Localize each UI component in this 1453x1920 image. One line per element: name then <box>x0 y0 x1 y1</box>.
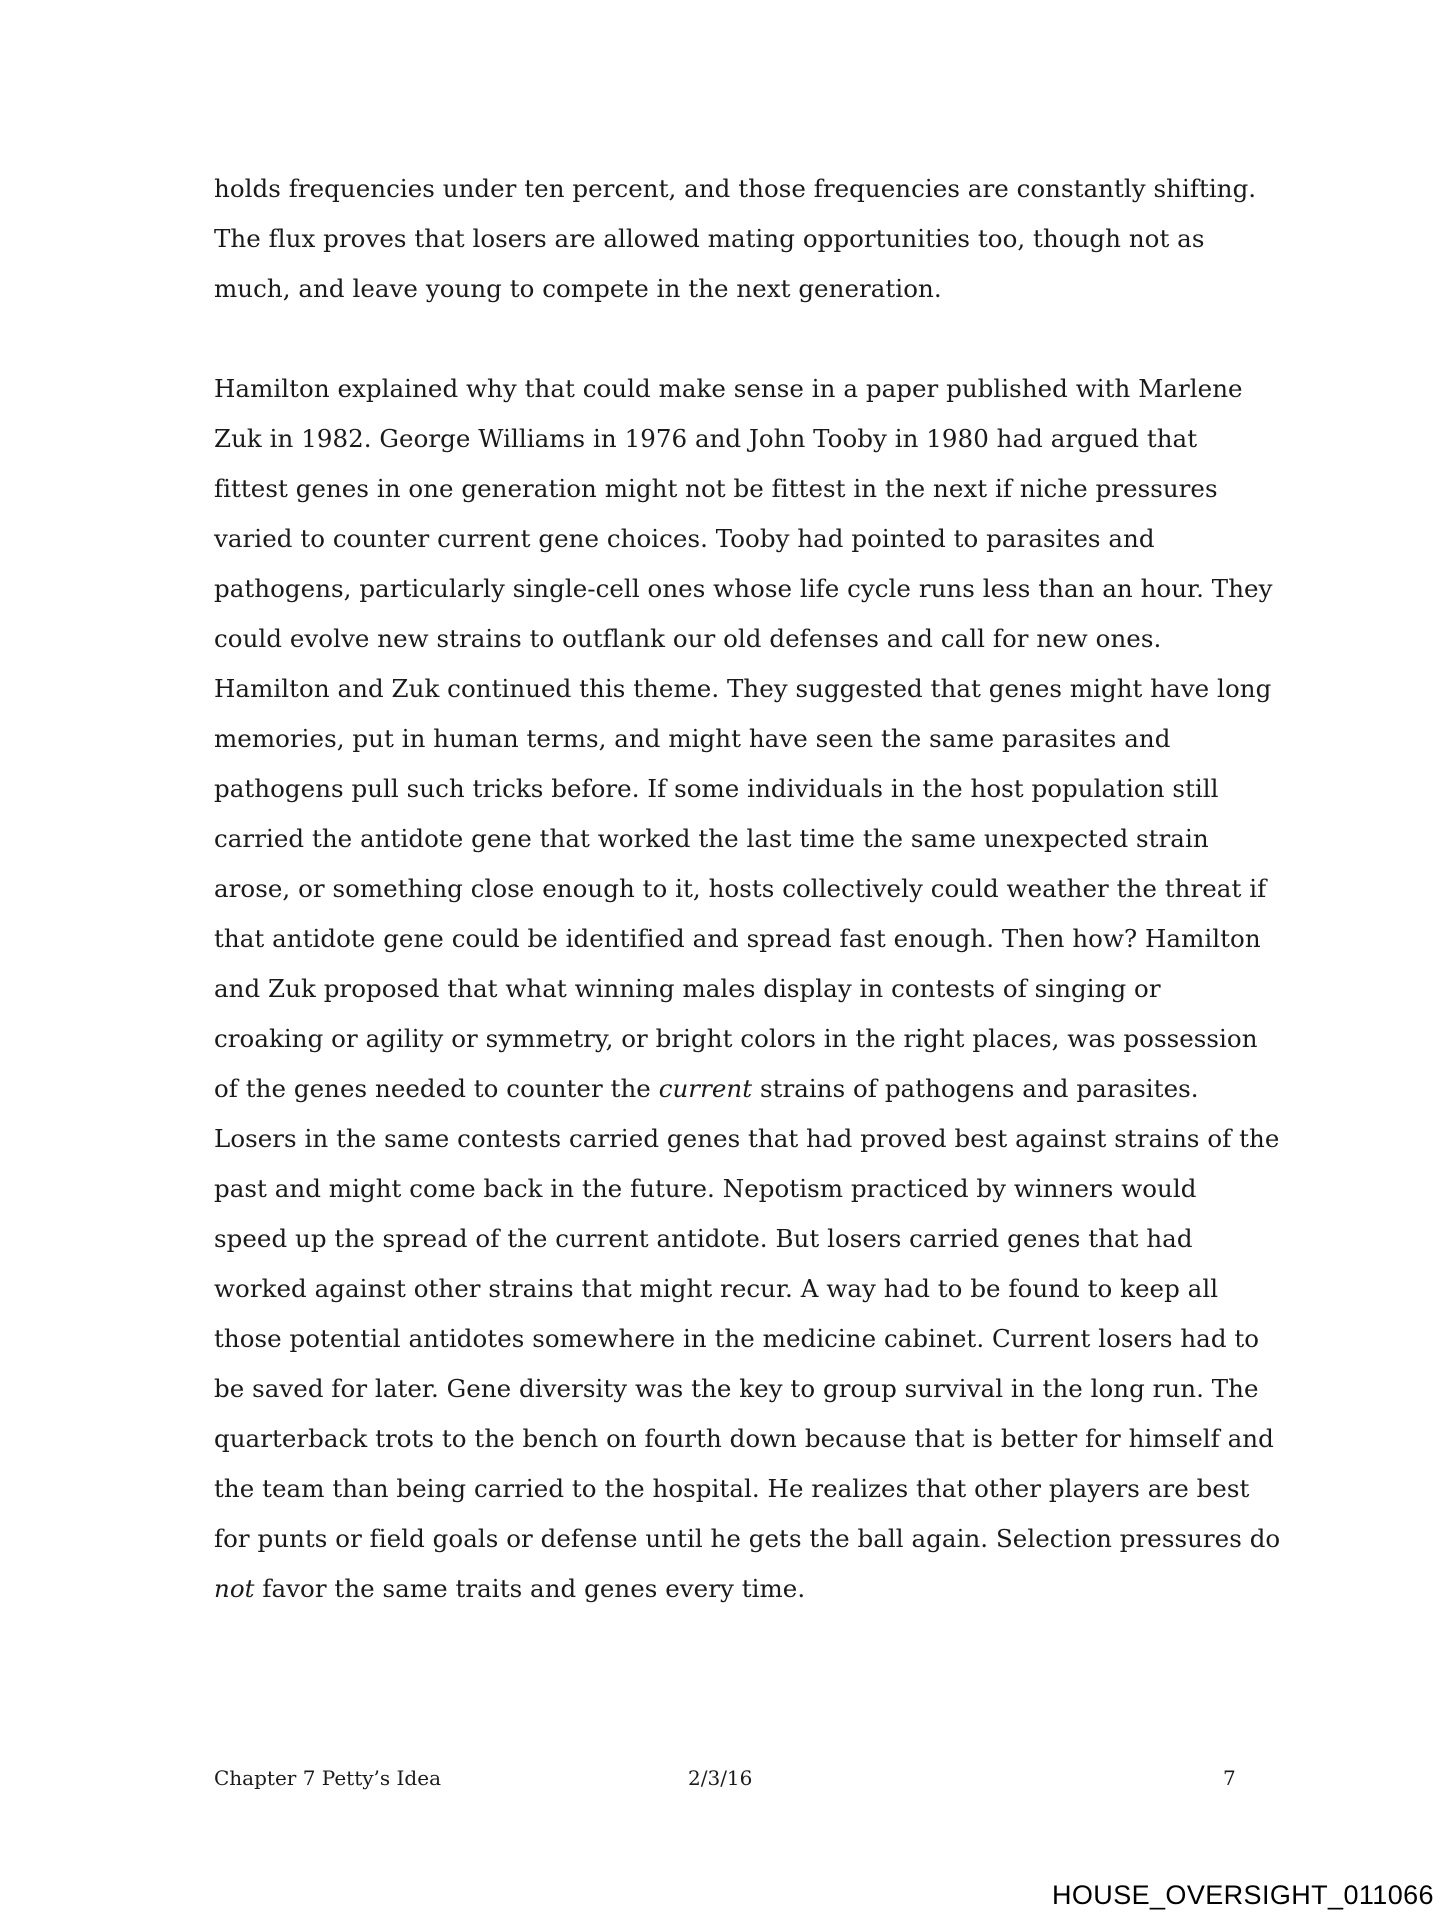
paragraph <box>214 364 1281 1614</box>
text-line: the team than being carried to the hospital. He realizes that other players are best <box>214 1474 1250 1503</box>
paragraph <box>214 164 1257 314</box>
text-line: past and might come back in the future. Nepotism practiced by winners would <box>214 1174 1197 1203</box>
text-line: Hamilton explained why that could make sense in a paper published with Marlene <box>214 374 1243 403</box>
text-line: not favor the same traits and genes every time. <box>214 1574 806 1603</box>
footer-chapter-title: Chapter 7 Petty’s Idea <box>214 1766 441 1790</box>
text-line: for punts or field goals or defense until he gets the ball again. Selection pressures do <box>214 1524 1281 1553</box>
text-line: The flux proves that losers are allowed mating opportunities too, though not as <box>214 224 1205 253</box>
text-line: pathogens, particularly single-cell ones whose life cycle runs less than an hour. They <box>214 574 1273 603</box>
text-line: Hamilton and Zuk continued this theme. They suggested that genes might have long <box>214 674 1272 703</box>
footer-page-number: 7 <box>1223 1766 1236 1790</box>
text-line: carried the antidote gene that worked the last time the same unexpected strain <box>214 824 1209 853</box>
text-line: that antidote gene could be identified and spread fast enough. Then how? Hamilton <box>214 924 1261 953</box>
text-line: arose, or something close enough to it, hosts collectively could weather the threat if <box>214 874 1267 903</box>
emphasis-text: current <box>658 1074 753 1103</box>
text-line: holds frequencies under ten percent, and those frequencies are constantly shifting. <box>214 174 1257 203</box>
text-line: speed up the spread of the current antidote. But losers carried genes that had <box>214 1224 1193 1253</box>
text-line: Zuk in 1982. George Williams in 1976 and John Tooby in 1980 had argued that <box>214 424 1198 453</box>
text-line: pathogens pull such tricks before. If some individuals in the host population still <box>214 774 1219 803</box>
text-line: those potential antidotes somewhere in the medicine cabinet. Current losers had to <box>214 1324 1260 1353</box>
text-line: Losers in the same contests carried genes that had proved best against strains of the <box>214 1124 1280 1153</box>
emphasis-text: not <box>214 1574 255 1603</box>
text-line: worked against other strains that might recur. A way had to be found to keep all <box>214 1274 1219 1303</box>
text-line: croaking or agility or symmetry, or bright colors in the right places, was possession <box>214 1024 1258 1053</box>
text-line: fittest genes in one generation might not be fittest in the next if niche pressures <box>214 474 1218 503</box>
text-line: quarterback trots to the bench on fourth down because that is better for himself and <box>214 1424 1274 1453</box>
text-line: much, and leave young to compete in the next generation. <box>214 274 942 303</box>
text-line: be saved for later. Gene diversity was the key to group survival in the long run. The <box>214 1374 1259 1403</box>
text-line: of the genes needed to counter the current strains of pathogens and parasites. <box>214 1074 1199 1103</box>
text-line: and Zuk proposed that what winning males display in contests of singing or <box>214 974 1161 1003</box>
text-line: memories, put in human terms, and might have seen the same parasites and <box>214 724 1171 753</box>
text-line: could evolve new strains to outflank our old defenses and call for new ones. <box>214 624 1162 653</box>
bates-stamp: HOUSE_OVERSIGHT_011066 <box>1052 1880 1434 1910</box>
text-line: varied to counter current gene choices. Tooby had pointed to parasites and <box>214 524 1155 553</box>
footer-date: 2/3/16 <box>688 1766 753 1790</box>
